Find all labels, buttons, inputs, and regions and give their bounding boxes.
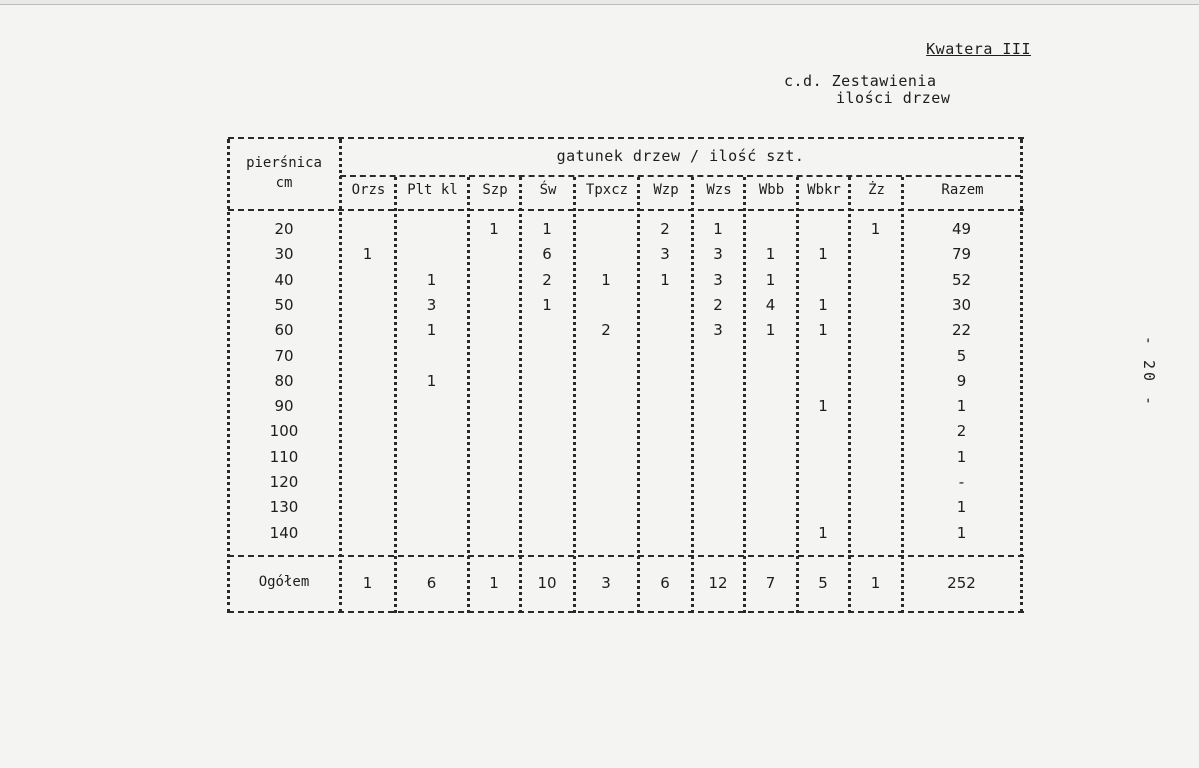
count-cell: 1 [765,245,776,264]
column-separator [691,177,694,613]
diameter-cell: 80 [274,371,294,390]
count-cell: 1 [818,245,828,264]
column-header-5: Tpxcz [585,182,629,198]
count-cell: 1 [426,371,437,390]
table-bottom-rule [228,611,1024,613]
count-cell: 6 [542,245,552,264]
total-cell: 6 [660,574,670,592]
count-cell: 1 [362,245,373,264]
total-cell: 252 [947,574,976,592]
table-top-rule [228,137,1024,139]
diameter-cell: 90 [274,397,294,416]
diameter-cell: 120 [269,473,299,491]
total-cell: 6 [426,574,437,592]
total-cell: 10 [537,574,557,592]
column-separator [901,177,904,613]
count-cell: 1 [818,523,828,542]
column-separator [519,177,522,613]
diameter-cell: 30 [274,245,294,264]
count-cell: 2 [660,220,670,238]
diameter-cell: 70 [274,346,294,365]
count-cell: 1 [956,397,967,416]
diameter-cell: 20 [274,220,294,238]
count-cell: 1 [542,295,552,314]
count-cell: 1 [426,321,437,340]
count-cell: 2 [601,321,611,340]
column-header-rule [228,209,1024,211]
count-cell: 3 [713,270,723,289]
count-cell: 1 [956,523,967,542]
total-cell: 1 [362,574,373,592]
page-number: - 20 - [1140,335,1159,409]
count-cell: 1 [660,270,670,289]
document-page [0,4,1199,768]
count-cell: 1 [489,220,499,238]
column-separator [467,177,470,613]
diameter-cell: 130 [269,498,299,517]
count-cell: 79 [951,245,972,264]
count-cell: 2 [542,270,552,289]
count-cell: 9 [956,371,967,390]
count-cell: 3 [660,245,670,264]
total-cell: 5 [818,574,828,592]
count-cell: 1 [765,270,776,289]
column-header-7: Wzs [706,182,732,198]
count-cell: 1 [426,270,437,289]
count-cell: 1 [870,220,881,238]
count-cell: 1 [956,498,967,517]
count-cell: 30 [951,295,972,314]
total-cell: 1 [870,574,881,592]
body-bottom-rule [228,555,1024,557]
count-cell: 1 [765,321,776,340]
count-cell: 1 [601,270,611,289]
total-cell: 1 [489,574,499,592]
diameter-cell: 60 [274,321,294,340]
total-cell: 3 [601,574,611,592]
column-header-8: Wbb [758,182,785,198]
species-group-header: gatunek drzew / ilość szt. [556,147,805,165]
column-separator [796,177,799,613]
diameter-cell: 140 [269,523,299,542]
count-cell: 3 [713,321,723,340]
diameter-cell: 40 [274,270,294,289]
count-cell: 1 [818,397,828,416]
count-cell: 49 [951,220,972,238]
count-cell: - [958,473,965,491]
group-header-rule [340,175,1021,177]
section-title: Kwatera III [926,40,1031,58]
diameter-cell: 50 [274,295,294,314]
diameter-cell: 110 [269,447,299,466]
column-header-11: Razem [941,182,984,198]
row-header-diameter: pierśnica [246,155,322,171]
column-separator [848,177,851,613]
count-cell: 1 [818,295,828,314]
column-header-9: Wbkr [807,182,841,198]
count-cell: 4 [765,295,776,314]
column-header-2: Plt kl [407,182,458,198]
tree-count-table [228,137,1024,617]
total-cell: 12 [708,574,728,592]
column-header-4: Św [539,182,557,198]
column-separator [743,177,746,613]
column-separator [573,177,576,613]
document-subtitle [784,73,950,107]
count-cell: 52 [951,270,972,289]
column-header-1: Orzs [351,182,386,198]
count-cell: 1 [956,447,967,466]
count-cell: 2 [713,295,723,314]
column-header-3: Szp [482,182,508,198]
column-separator [394,177,397,613]
count-cell: 1 [818,321,828,340]
count-cell: 5 [956,346,967,365]
count-cell: 2 [956,422,967,441]
count-cell: 3 [426,295,437,314]
count-cell: 22 [951,321,972,340]
total-cell: 7 [765,574,776,592]
subtitle-line-1: c.d. Zestawienia [784,72,937,90]
column-separator [1020,139,1023,613]
column-header-6: Wzp [653,182,679,198]
diameter-cell: 100 [269,422,299,441]
total-row-label: Ogółem [258,574,310,590]
column-header-10: Żz [868,182,885,198]
count-cell: 3 [713,245,723,264]
count-cell: 1 [713,220,723,238]
column-separator [637,177,640,613]
row-header-unit: cm [275,175,293,191]
subtitle-line-2: ilości drzew [836,89,951,107]
count-cell: 1 [542,220,552,238]
